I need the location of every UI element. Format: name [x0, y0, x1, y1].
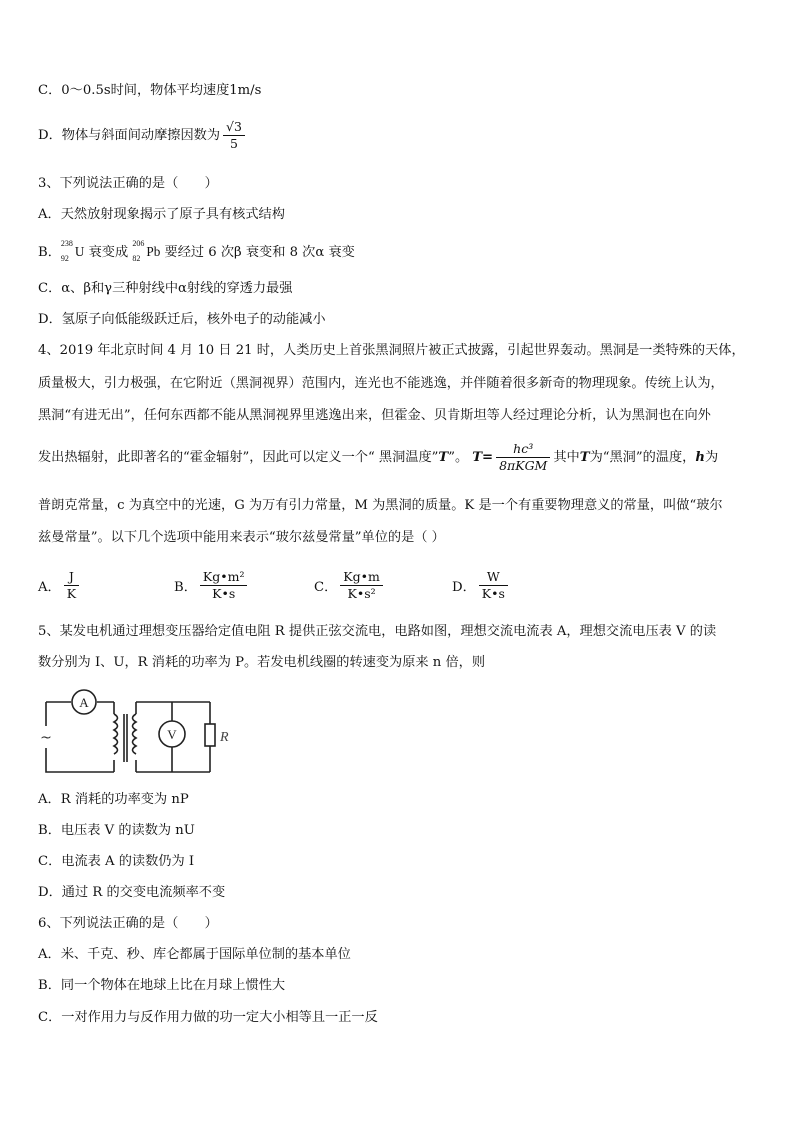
- symbol-h: h: [695, 449, 705, 465]
- symbol-T: T: [438, 449, 449, 465]
- symbol-T-equals: T=: [472, 449, 494, 465]
- q3-option-b-suffix: 要经过 6 次β 衰变和 8 次α 衰变: [160, 245, 355, 260]
- q4-line-3: 黑洞“有进无出”，任何东西都不能从黑洞视界里逃逸出来，但霍金、贝肯斯坦等人经过理论分析，认为黑洞也在向外: [38, 408, 711, 423]
- unit-fraction: [479, 569, 508, 602]
- q4-line-6: 兹曼常量”。以下几个选项中能用来表示“玻尔兹曼常量”单位的是（ ）: [38, 530, 445, 545]
- q6-option-b: B．同一个物体在地球上比在月球上惯性大: [38, 978, 286, 993]
- element-symbol: U: [74, 244, 85, 259]
- atomic-number: 92: [60, 254, 69, 263]
- svg-text:~: ~: [40, 730, 52, 746]
- q3-option-d: D．氢原子向低能级跃迁后，核外电子的动能减小: [38, 312, 326, 327]
- q4-option-a: [38, 569, 82, 602]
- nuclide-uranium: [60, 239, 85, 263]
- q4-line-2: 质量极大，引力极强，在它附近（黑洞视界）范围内，连光也不能逃逸，并伴随着很多新奇的物理现象。传统上认为，: [38, 376, 724, 391]
- q3-stem: 3、下列说法正确的是（ ）: [38, 176, 218, 191]
- ammeter-icon: [72, 690, 96, 714]
- option-label: C．: [314, 580, 338, 595]
- unit-fraction: [200, 569, 248, 602]
- q2-option-d-fraction: [223, 119, 245, 152]
- element-symbol: Pb: [146, 244, 161, 259]
- circuit-diagram: [36, 684, 236, 780]
- svg-text:V: V: [167, 727, 177, 742]
- q4-line-4-end: 为: [704, 449, 719, 465]
- formula-denominator: 8πKGM: [499, 458, 548, 473]
- hawking-temperature-formula: [496, 441, 550, 474]
- q5-option-d: D．通过 R 的交变电流频率不变: [38, 885, 226, 900]
- fraction-denominator: K•s²: [347, 586, 376, 601]
- q5-option-a: A．R 消耗的功率变为 nP: [38, 792, 189, 807]
- fraction-numerator: Kg•m²: [200, 569, 248, 586]
- resistor-icon: [205, 724, 229, 746]
- q4-line-4: [38, 441, 718, 474]
- fraction-denominator: K: [66, 586, 77, 601]
- q6-option-c: C．一对作用力与反作用力做的功一定大小相等且一正一反: [38, 1010, 378, 1025]
- q4-line-5: 普朗克常量，c 为真空中的光速，G 为万有引力常量，M 为黑洞的质量。K 是一个有重要物理意义的常量，叫做“玻尔: [38, 498, 723, 513]
- fraction-denominator: 5: [230, 136, 238, 151]
- q4-line-4-where: 其中: [553, 449, 580, 465]
- q4-line-4-text: 发出热辐射，此即著名的“霍金辐射”，因此可以定义一个“ 黑洞温度”: [38, 449, 439, 465]
- q4-line-4-close: ”。: [448, 449, 469, 465]
- fraction-numerator: √3: [223, 119, 245, 136]
- q5-line-2: 数分别为 I、U，R 消耗的功率为 P。若发电机线圈的转速变为原来 n 倍，则: [38, 655, 486, 670]
- fraction-denominator: K•s: [212, 586, 236, 601]
- option-label: B．: [174, 580, 197, 595]
- fraction-numerator: W: [479, 569, 508, 586]
- fraction-numerator: J: [64, 569, 79, 586]
- q3-option-a: A．天然放射现象揭示了原子具有核式结构: [38, 207, 285, 222]
- q4-line-1: 4、2019 年北京时间 4 月 10 日 21 时，人类历史上首张黑洞照片被正式披露，引起世界轰动。黑洞是一类特殊的天体，: [38, 343, 745, 358]
- voltmeter-icon: [159, 721, 185, 747]
- symbol-T: T: [579, 449, 590, 465]
- q5-line-1: 5、某发电机通过理想变压器给定值电阻 R 提供正弦交流电，电路如图，理想交流电流表 A，理想交流电压表 V 的读: [38, 624, 717, 639]
- q5-option-b: B．电压表 V 的读数为 nU: [38, 823, 195, 838]
- q3-option-b: [38, 239, 355, 263]
- unit-fraction: [340, 569, 383, 602]
- q3-option-c: C．α、β和γ三种射线中α射线的穿透力最强: [38, 281, 293, 296]
- q5-option-c: C．电流表 A 的读数仍为 I: [38, 854, 195, 869]
- mass-number: 238: [60, 239, 73, 248]
- q2-option-d: [38, 119, 248, 152]
- q4-option-b: [174, 569, 250, 602]
- q6-stem: 6、下列说法正确的是（ ）: [38, 916, 218, 931]
- q2-option-c: C．0～0.5s时间，物体平均速度1m/s: [38, 83, 262, 98]
- nuclide-lead: [132, 239, 161, 263]
- fraction-numerator: Kg•m: [340, 569, 383, 586]
- mass-number: 206: [132, 239, 145, 248]
- q6-option-a: A．米、千克、秒、库仑都属于国际单位制的基本单位: [38, 947, 351, 962]
- q4-line-4-desc: 为“黑洞”的温度，: [589, 449, 696, 465]
- option-label: A．: [38, 580, 61, 595]
- q3-option-b-label: B．: [38, 245, 61, 260]
- q4-option-c: [314, 569, 386, 602]
- q3-option-b-mid: 衰变成: [84, 245, 133, 260]
- atomic-number: 82: [132, 254, 141, 263]
- fraction-denominator: K•s: [481, 586, 505, 601]
- q2-option-d-text: D．物体与斜面间动摩擦因数为: [38, 127, 221, 143]
- ac-source-icon: [40, 726, 52, 748]
- unit-fraction: [64, 569, 79, 602]
- q4-option-d: [452, 569, 511, 602]
- formula-numerator: hc³: [496, 441, 550, 458]
- svg-text:R: R: [220, 730, 229, 745]
- svg-text:A: A: [79, 695, 89, 710]
- option-label: D．: [452, 580, 476, 595]
